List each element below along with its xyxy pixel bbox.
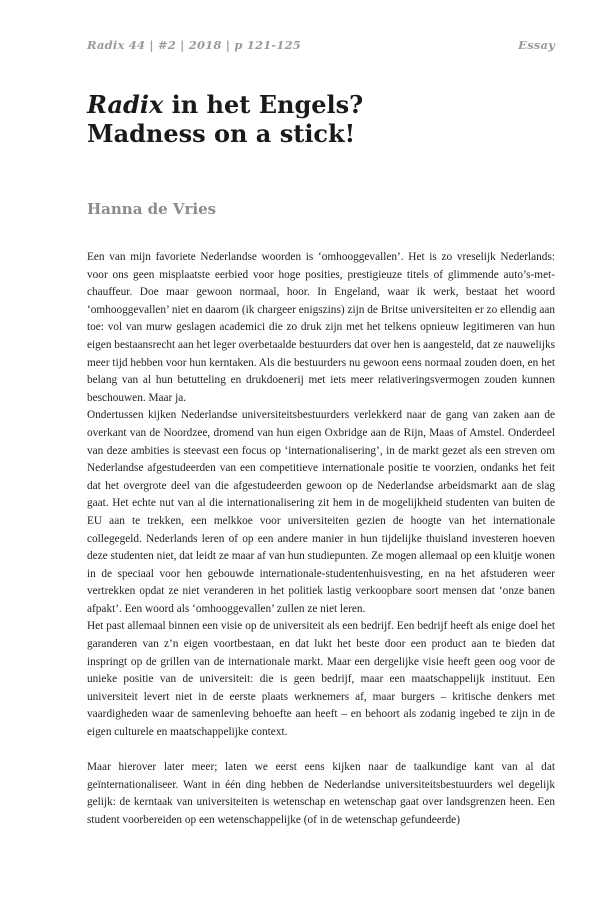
section-label: Essay xyxy=(518,38,555,52)
paragraph: Een van mijn favoriete Nederlandse woorden is ‘omhooggevallen’. Het is zo vreselijk Nederlands: voor ons geen misplaatste eerbied voor hoge posities, prestigieuze titels of glimmende auto’s-met-chauffeur. Doe maar gewoon normaal, hoor. In Engeland, waar ik werk, bestaat het woord ‘omhooggevallen’ niet en daarom (ik chargeer enigszins) zijn de Britse universiteiten er zo ellendig aan toe: vol van murw geslagen academici die zo druk zijn met het telkens opnieuw legitimeren van hun eigen bestaansrecht aan het leger overbetaalde bestuurders dat over hen is aangesteld, dat ze nauwelijks meer tijd hebben voor hun kerntaken. Als die bestuurders nu gewoon eens normaal zouden doen, en het belang van al hun betutteling en drukdoenerij met iets meer relativeringsvermogen zouden kunnen beschouwen. Maar ja. xyxy=(87,251,555,404)
title-line2: Madness on a stick! xyxy=(87,119,356,148)
article-body xyxy=(87,249,555,830)
article-title xyxy=(87,90,557,148)
journal-citation: Radix 44 | #2 | 2018 | p 121-125 xyxy=(87,38,301,52)
paragraph: Maar hierover later meer; laten we eerst eens kijken naar de taalkundige kant van al dat geïnternationaliseer. Want in één ding hebben de Nederlandse universiteitsbestuurders wel degelijk gelijk: de kerntaak van universiteiten is wetenschap en wetenschap gaat over landsgrenzen heen. Een student voorbereiden op een wetenschappelijke (of in de wetenschap gefundeerde) xyxy=(87,761,555,826)
paragraph: Ondertussen kijken Nederlandse universiteitsbestuurders verlekkerd naar de gang van zaken aan de overkant van de Noordzee, dromend van hun eigen Oxbridge aan de Rijn, Maas of Amstel. Onderdeel van deze ambities is steevast een focus op ‘internationalisering’, in de markt gezet als een streven om Nederlandse afgestudeerden van een competitieve internationale positie te voorzien, ondanks het feit dat het overgrote deel van die afgestudeerden gewoon op de Nederlandse arbeidsmarkt aan de slag gaat. Het echte nut van al die internationalisering zit hem in de mogelijkheid studenten van buiten de EU aan te trekken, een melkkoe voor universiteiten gezien de hoogte van het internationale collegegeld. Nederlands leren of op een andere manier in hun tijdelijke thuisland investeren hoeven deze studenten niet, dat leidt ze maar af van hun studiepunten. Ze mogen allemaal op een kluitje wonen in de speciaal voor hen gebouwde internationale-studentenhuisvesting, en na het afstuderen weer vertrekken opdat ze niet veranderen in het politiek lastig verkoopbare soort mensen dat ‘onze banen afpakt’. Een woord als ‘omhooggevallen’ zullen ze niet leren. xyxy=(87,409,555,615)
paragraph: Het past allemaal binnen een visie op de universiteit als een bedrijf. Een bedrijf heeft als enige doel het garanderen van z’n eigen voortbestaan, en dat lukt het beste door een product aan te bieden dat inspringt op de grillen van de internationale markt. Maar een dergelijke visie heeft geen oog voor de unieke positie van de universiteit: die is geen bedrijf, maar een maatschappelijk instituut. Een universiteit levert niet in de eerste plaats werknemers af, maar burgers – kritische denkers met vaardigheden waar de samenleving behoefte aan heeft – en behoort als zodanig ingebed te zijn in de eigen culturele en maatschappelijke context. xyxy=(87,620,555,739)
author-name: Hanna de Vries xyxy=(87,200,217,218)
running-header xyxy=(87,38,555,54)
title-line1-rest: in het Engels? xyxy=(163,90,364,119)
title-italic-word: Radix xyxy=(87,90,164,119)
